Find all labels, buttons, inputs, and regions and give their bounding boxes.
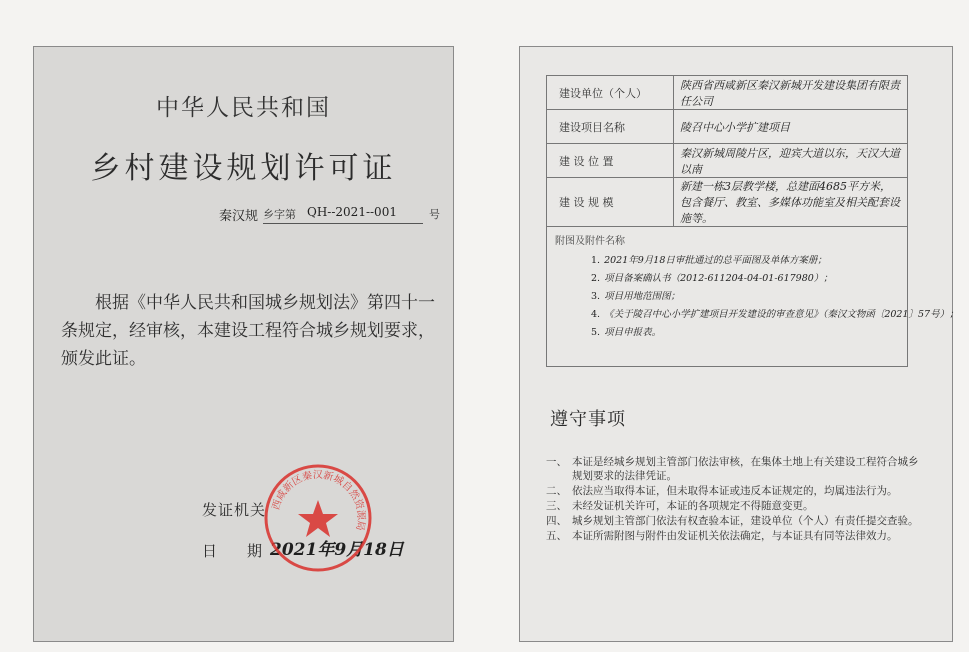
item-number: 5. [591,327,601,338]
item-number: 三、 [546,500,567,512]
attachments-list [591,252,959,342]
project-info-table [546,75,908,227]
item-text: 本证是经城乡规划主管部门依法审核，在集体土地上有关建设工程符合城乡规划要求的法律凭证。 [572,456,919,482]
item-number: 2. [591,273,601,284]
list-item [591,270,921,288]
country-name: 中华人民共和国 [156,95,331,121]
item-number: 3. [591,291,601,302]
list-item [546,484,926,498]
row-label-project-name: 建设项目名称 [547,110,674,144]
item-text: 城乡规划主管部门依法有权查验本证，建设单位（个人）有责任提交查验。 [572,515,919,527]
notice-title: 遵守事项 [550,409,626,430]
list-item [546,514,926,528]
item-text: 项目用地范围图； [604,291,681,302]
item-text: 项目备案确认书（2012-611204-04-01-617980）； [604,273,833,284]
certificate-number [219,205,449,225]
table-row [547,76,908,110]
attachments-title: 附图及附件名称 [555,236,625,247]
row-label-location: 建 设 位 置 [547,144,674,178]
issue-date: 2021年9月18日 [270,540,404,560]
certificate-number-mid: 乡字第 [263,208,296,221]
list-item [591,324,921,342]
certificate-cover-page [33,46,454,642]
item-number: 一、 [546,456,567,468]
table-row [547,178,908,227]
item-text: 项目申报表。 [604,327,662,338]
notice-list [546,455,926,544]
certificate-body-text: 根据《中华人民共和国城乡规划法》第四十一条规定，经审核，本建设工程符合城乡规划要求，颁发此证。 [61,293,435,369]
row-value-project-name: 陵召中心小学扩建项目 [674,110,908,144]
certificate-title: 乡村建设规划许可证 [90,151,397,186]
table-row [547,110,908,144]
certificate-number-suffix: 号 [429,208,440,221]
table-row [547,144,908,178]
list-item [546,499,926,513]
date-label: 日期 [202,542,293,560]
item-text: 依法应当取得本证，但未取得本证或违反本证规定的，均属违法行为。 [572,485,898,497]
item-number: 四、 [546,515,567,527]
certificate-number-underline [263,223,423,224]
row-label-scale: 建 设 规 模 [547,178,674,227]
issuer-label: 发证机关 [202,501,267,519]
certificate-detail-page [519,46,959,642]
item-number: 4. [591,309,601,320]
item-number: 二、 [546,485,567,497]
row-label-builder: 建设单位（个人） [547,76,674,110]
item-text: 《关于陵召中心小学扩建项目开发建设的审查意见》（秦汉文物函〔2021〕57号）； [604,309,959,320]
seal-text: 西咸新区秦汉新城自然资源局 [270,469,367,532]
item-text: 2021年9月18日审批通过的总平面图及单体方案册； [604,255,827,266]
list-item [591,306,959,324]
row-value-scale: 新建一栋3层教学楼，总建面4685平方米，包含餐厅、教室、多媒体功能室及相关配套设施等。 [674,178,908,227]
list-item [591,252,921,270]
item-text: 未经发证机关许可，本证的各项规定不得随意变更。 [572,500,814,512]
item-number: 五、 [546,530,567,542]
list-item [546,529,926,543]
item-number: 1. [591,255,601,266]
list-item [546,455,926,483]
attachments-box [546,224,959,367]
row-value-builder: 陕西省西咸新区秦汉新城开发建设集团有限责任公司 [674,76,908,110]
certificate-number-prefix: 秦汉规 [219,209,259,224]
item-text: 本证所需附图与附件由发证机关依法确定，与本证具有同等法律效力。 [572,530,898,542]
row-value-location: 秦汉新城周陵片区，迎宾大道以东，天汉大道以南 [674,144,908,178]
certificate-number-code: QH--2021--001 [307,205,397,219]
official-seal-icon [262,462,374,574]
list-item [591,288,921,306]
